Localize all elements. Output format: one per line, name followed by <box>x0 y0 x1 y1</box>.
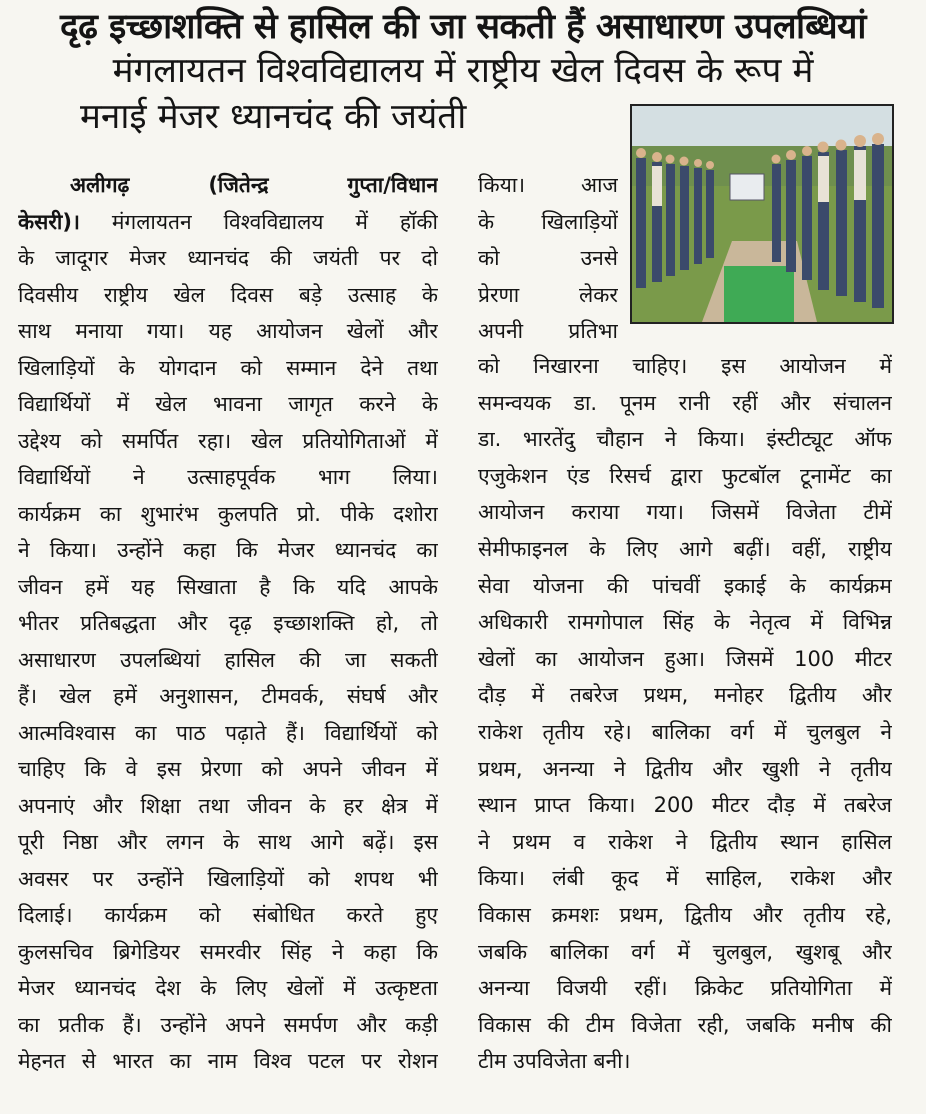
article-line: अलीगढ़ (जितेन्द्र गुप्ता/विधान <box>70 173 438 197</box>
article-line: टीम उपविजेता बनी। <box>478 1049 631 1074</box>
article-line: असाधारण उपलब्धियां हासिल की जा सकती <box>18 647 438 672</box>
article-line: विकास की टीम विजेता रही, जबकि मनीष की <box>478 1012 892 1037</box>
article-line: प्रेरणा लेकर <box>478 282 618 307</box>
article-line: पूरी निष्ठा और लगन के साथ आगे बढ़ें। इस <box>18 830 438 854</box>
headline-sub: मंगलायतन विश्वविद्यालय में राष्ट्रीय खेल दिवस के रूप में <box>112 51 814 91</box>
article-line <box>18 204 438 241</box>
article-line: दिवसीय राष्ट्रीय खेल दिवस बड़े उत्साह के <box>18 282 438 307</box>
article-line: चाहिए कि वे इस प्रेरणा को अपने जीवन में <box>18 757 438 781</box>
headline-sub-2: मनाई मेजर ध्यानचंद की जयंती <box>80 97 467 137</box>
article-line: राकेश तृतीय रहे। बालिका वर्ग में चुलबुल ने <box>478 719 892 744</box>
article-line: अपनाएं और शिक्षा तथा जीवन के हर क्षेत्र में <box>18 793 438 818</box>
article-line: भीतर प्रतिबद्धता और दृढ़ इच्छाशक्ति हो, तो <box>18 611 438 635</box>
article-line: ने किया। उन्होंने कहा कि मेजर ध्यानचंद का <box>18 538 438 562</box>
article-line: मेजर ध्यानचंद देश के लिए खेलों में उत्कृष्टता <box>18 976 438 1000</box>
article-line: किया। आज <box>478 173 618 197</box>
article-line: के खिलाड़ियों <box>478 209 618 234</box>
article-line: किया। लंबी कूद में साहिल, राकेश और <box>478 866 892 891</box>
article-line: के जादूगर मेजर ध्यानचंद की जयंती पर दो <box>18 246 438 270</box>
article-line: खेलों का आयोजन हुआ। जिसमें 100 मीटर <box>478 646 892 671</box>
news-photo <box>630 104 894 324</box>
article-right-column <box>478 348 892 1080</box>
article-line: सेवा योजना की पांचवीं इकाई के कार्यक्रम <box>478 573 892 598</box>
article-right-column-top <box>478 167 618 350</box>
article-line: मेहनत से भारत का नाम विश्व पटल पर रोशन <box>18 1049 438 1073</box>
article-line: दौड़ में तबरेज प्रथम, मनोहर द्वितीय और <box>478 683 892 708</box>
article-line: अधिकारी रामगोपाल सिंह के नेतृत्व में विभिन्न <box>478 610 892 635</box>
article-line: प्रथम, अनन्या ने द्वितीय और खुशी ने तृतीय <box>478 756 892 781</box>
article-line: एजुकेशन एंड रिसर्च द्वारा फुटबॉल टूनामेंट का <box>478 463 892 488</box>
article-line: खिलाड़ियों के योगदान को सम्मान देने तथा <box>18 355 438 380</box>
article-line: विद्यार्थियों ने उत्साहपूर्वक भाग लिया। <box>18 465 438 489</box>
article-line: अनन्या विजयी रहीं। क्रिकेट प्रतियोगिता में <box>478 976 892 1001</box>
article-line: सेमीफाइनल के लिए आगे बढ़ीं। वहीं, राष्ट्रीय <box>478 536 892 561</box>
article-line: आयोजन कराया गया। जिसमें विजेता टीमें <box>478 500 892 525</box>
article-line: जीवन हमें यह सिखाता है कि यदि आपके <box>18 574 438 599</box>
article-line: जबकि बालिका वर्ग में चुलबुल, खुशबू और <box>478 939 892 964</box>
article-line: आत्मविश्वास का पाठ पढ़ाते हैं। विद्यार्थियों को <box>18 720 438 745</box>
article-line: विद्यार्थियों में खेल भावना जागृत करने के <box>18 392 438 416</box>
article-line: अवसर पर उन्होंने खिलाड़ियों को शपथ भी <box>18 866 438 891</box>
article-line: को निखारना चाहिए। इस आयोजन में <box>478 354 892 378</box>
headline-main: दृढ़ इच्छाशक्ति से हासिल की जा सकती हैं असाधारण उपलब्धियां <box>60 7 866 47</box>
article-line: को उनसे <box>478 246 618 270</box>
article-line: का प्रतीक हैं। उन्होंने अपने समर्पण और कड़ी <box>18 1012 438 1037</box>
article-line: कुलसचिव ब्रिगेडियर समरवीर सिंह ने कहा कि <box>18 939 438 964</box>
article-line: ने प्रथम व राकेश ने द्वितीय स्थान हासिल <box>478 829 892 854</box>
article-line: विकास क्रमशः प्रथम, द्वितीय और तृतीय रहे, <box>478 902 892 927</box>
article-line: समन्वयक डा. पूनम रानी रहीं और संचालन <box>478 390 892 415</box>
dateline-suffix: केसरी)। <box>18 209 80 234</box>
article-line-rest: मंगलायतन विश्वविद्यालय में हॉकी <box>79 209 438 234</box>
article-left-column <box>18 167 438 1080</box>
article-line: हैं। खेल हमें अनुशासन, टीमवर्क, संघर्ष और <box>18 684 438 708</box>
article-line: डा. भारतेंदु चौहान ने किया। इंस्टीट्यूट ऑफ <box>478 427 892 452</box>
article-line: स्थान प्राप्त किया। 200 मीटर दौड़ में तबरेज <box>478 793 892 818</box>
article-line: साथ मनाया गया। यह आयोजन खेलों और <box>18 319 438 343</box>
article-line: कार्यक्रम का शुभारंभ कुलपति प्रो. पीके दशोरा <box>18 501 438 526</box>
article-line: दिलाई। कार्यक्रम को संबोधित करते हुए <box>18 903 438 927</box>
article-line: उद्देश्य को समर्पित रहा। खेल प्रतियोगिताओं में <box>18 428 438 453</box>
article-line: अपनी प्रतिभा <box>478 319 618 343</box>
